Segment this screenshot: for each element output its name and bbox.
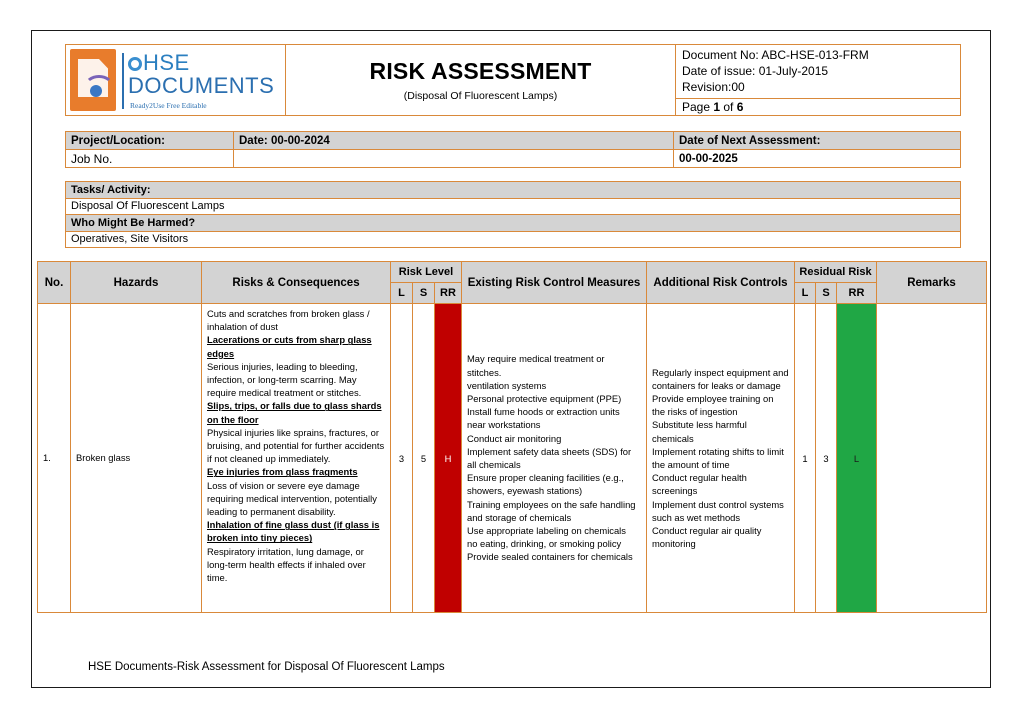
page-title: RISK ASSESSMENT xyxy=(369,58,592,84)
existing-control-item: no eating, drinking, or smoking policy xyxy=(467,538,622,550)
additional-control-item: Conduct regular air quality monitoring xyxy=(652,525,762,550)
header-additional-controls: Additional Risk Controls xyxy=(647,262,795,304)
row-number: 1. xyxy=(38,304,71,613)
risk-description: Serious injuries, leading to bleeding, infection, or long-term scarring. May require medical treatment or stitches. xyxy=(207,360,362,399)
revision: Revision:00 xyxy=(682,80,745,94)
next-assessment-label: Date of Next Assessment: xyxy=(674,132,961,150)
page-footer: HSE Documents-Risk Assessment for Disposal Of Fluorescent Lamps xyxy=(88,661,445,673)
task-value: Disposal Of Fluorescent Lamps xyxy=(66,198,961,215)
header-no: No. xyxy=(38,262,71,304)
project-info xyxy=(65,131,961,168)
residual-rating-low-badge: L xyxy=(837,304,877,613)
additional-controls-cell xyxy=(647,304,795,613)
page-subtitle: (Disposal Of Fluorescent Lamps) xyxy=(403,90,558,102)
existing-control-item: Ensure proper cleaning facilities (e.g., showers, eyewash stations) xyxy=(467,472,624,497)
risk-description: Respiratory irritation, lung damage, or long-term health effects if inhaled over time. xyxy=(207,545,366,584)
title-block xyxy=(286,45,676,116)
logo-tagline: Ready2Use Free Editable xyxy=(130,101,207,110)
additional-control-item: Regularly inspect equipment and containers for leaks or damage xyxy=(652,366,789,391)
existing-control-item: ventilation systems xyxy=(467,379,547,391)
additional-control-item: Conduct regular health screenings xyxy=(652,472,747,497)
risk-description: Loss of vision or severe eye damage requiring medical intervention, potentially leading to permanent disability. xyxy=(207,479,377,518)
logo-wordmark-documents: DOCUMENTS xyxy=(128,73,275,98)
who-harmed-label: Who Might Be Harmed? xyxy=(66,215,961,232)
risk-table xyxy=(37,261,987,613)
additional-control-item: Provide employee training on the risks of ingestion xyxy=(652,392,774,418)
residual-likelihood-cell: 1 xyxy=(795,304,816,613)
existing-control-item: Provide sealed containers for chemicals xyxy=(467,551,633,563)
date-of-issue: Date of issue: 01-July-2015 xyxy=(682,64,829,78)
risk-rating-high-badge: H xyxy=(435,304,462,613)
table-row xyxy=(38,304,987,613)
existing-control-item: Conduct air monitoring xyxy=(467,432,562,444)
header-res-l: L xyxy=(795,283,816,304)
existing-control-item: Use appropriate labeling on chemicals xyxy=(467,525,626,537)
logo xyxy=(66,45,286,116)
header-l: L xyxy=(391,283,413,304)
additional-control-item: Substitute less harmful chemicals xyxy=(652,419,747,444)
risk-description: Physical injuries like sprains, fractures, or bruising, and potential for further accidents if not cleaned up immediately. xyxy=(207,426,385,465)
project-location-label: Project/Location: xyxy=(66,132,234,150)
project-location-value: Job No. xyxy=(66,150,234,168)
risk-description: Cuts and scratches from broken glass / inhalation of dust xyxy=(207,308,370,333)
document-header xyxy=(65,44,961,116)
logo-wordmark-hse: HSE xyxy=(128,50,190,76)
header-residual-risk: Residual Risk xyxy=(795,262,877,283)
next-assessment-value: 00-00-2025 xyxy=(674,150,961,168)
existing-control-item: Install fume hoods or extraction units near workstations xyxy=(467,406,620,431)
likelihood-cell: 3 xyxy=(391,304,413,613)
risk-heading: Lacerations or cuts from sharp glass edges xyxy=(207,334,372,359)
risks-cell xyxy=(202,304,391,613)
header-s: S xyxy=(413,283,435,304)
residual-severity-cell: 3 xyxy=(816,304,837,613)
severity-cell: 5 xyxy=(413,304,435,613)
existing-control-item: Implement safety data sheets (SDS) for all chemicals xyxy=(467,445,632,470)
task-label: Tasks/ Activity: xyxy=(66,182,961,199)
header-risk-level: Risk Level xyxy=(391,262,462,283)
header-res-rr: RR xyxy=(837,283,877,304)
header-rr: RR xyxy=(435,283,462,304)
document-logo-icon xyxy=(70,49,116,111)
header-existing-controls: Existing Risk Control Measures xyxy=(462,262,647,304)
risk-heading: Inhalation of fine glass dust (if glass is broken into tiny pieces) xyxy=(207,519,380,544)
page-number: Page 1 of 6 xyxy=(676,99,961,116)
header-remarks: Remarks xyxy=(877,262,987,304)
risk-heading: Eye injuries from glass fragments xyxy=(207,466,358,478)
existing-control-item: Personal protective equipment (PPE) xyxy=(467,392,622,404)
existing-control-item: Training employees on the safe handling and storage of chemicals xyxy=(467,498,636,523)
header-hazards: Hazards xyxy=(71,262,202,304)
header-risks: Risks & Consequences xyxy=(202,262,391,304)
hazard-cell: Broken glass xyxy=(71,304,202,613)
header-res-s: S xyxy=(816,283,837,304)
risk-heading: Slips, trips, or falls due to glass shards on the floor xyxy=(207,400,382,425)
date-blank-cell xyxy=(234,150,674,168)
additional-control-item: Implement rotating shifts to limit the amount of time xyxy=(652,445,784,470)
existing-controls-cell xyxy=(462,304,647,613)
document-meta xyxy=(676,45,961,99)
remarks-cell xyxy=(877,304,987,613)
existing-control-item: May require medical treatment or stitches. xyxy=(467,353,605,378)
task-info xyxy=(65,181,961,248)
assessment-date: Date: 00-00-2024 xyxy=(234,132,674,150)
additional-control-item: Implement dust control systems such as wet methods xyxy=(652,498,784,523)
document-number: Document No: ABC-HSE-013-FRM xyxy=(682,48,869,62)
who-harmed-value: Operatives, Site Visitors xyxy=(66,231,961,248)
